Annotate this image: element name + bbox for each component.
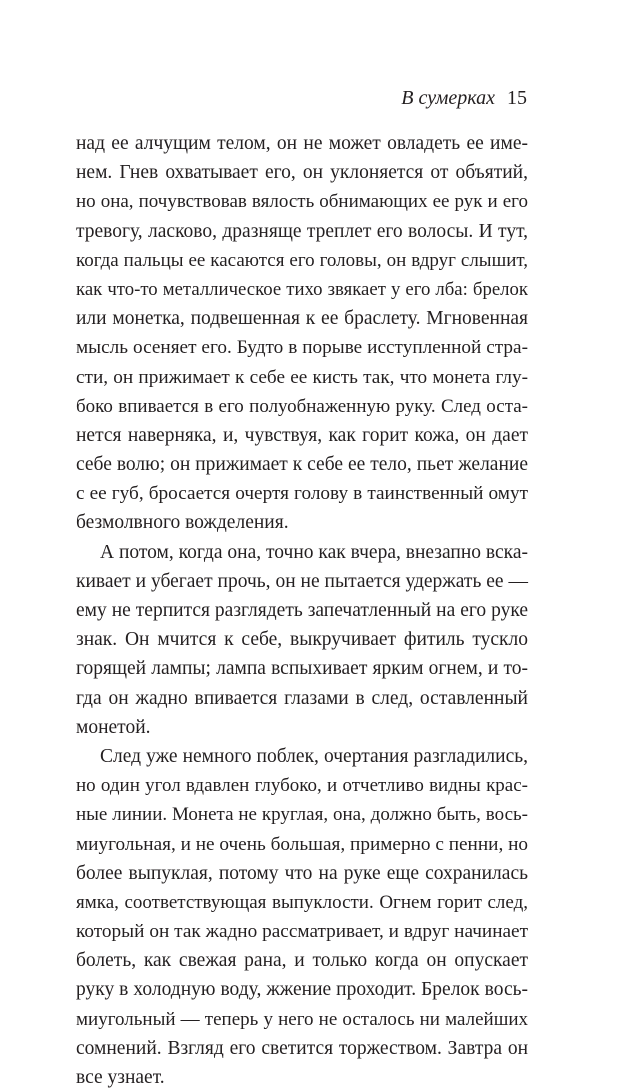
text-line: мысль осеняет его. Будто в порыве исступленной стра- [76,337,528,359]
paragraph [76,129,528,538]
text-line: монетой. [76,716,151,738]
text-line: безмолвного вожделения. [76,512,289,534]
text-line: ему не терпится разглядеть запечатленный на его руке [76,600,528,621]
text-line: боко впивается в его полуобнаженную руку. След оста- [76,395,528,417]
text-line: или монетка, подвешенная к ее браслету. Мгновенная [76,308,528,330]
text-line: нем. Гнев охватывает его, он уклоняется от объятий, [76,162,528,184]
paragraph [76,538,528,742]
text-line: А потом, когда она, точно как вчера, внезапно вска- [100,541,528,563]
text-line: ные линии. Монета не круглая, она, должно быть, вось- [76,804,528,826]
text-line: кивает и убегает прочь, он не пытается удержать ее — [76,570,528,592]
text-line: все узнает. [76,1067,165,1088]
text-line: сти, он прижимает к себе ее кисть так, что монета глу- [76,366,528,388]
text-line: знак. Он мчится к себе, выкручивает фитиль тускло [76,629,528,651]
running-head [401,86,527,110]
text-line: более выпуклая, потому что на руке еще сохранилась [76,862,528,884]
paragraph [76,742,528,1092]
text-line: тревогу, ласково, дразняще треплет его волосы. И тут, [76,220,528,242]
text-line: миугольная, и не очень большая, примерно с пенни, но [76,833,528,855]
text-line: След уже немного поблек, очертания разгладились, [100,745,528,767]
text-line: миугольный — теперь у него не осталось ни малейших [76,1008,528,1030]
text-line: как что-то металлическое тихо звякает у его лба: брелок [76,278,528,300]
text-line: над ее алчущим телом, он не может овладеть ее име- [76,133,528,154]
text-line: когда пальцы ее касаются его головы, он вдруг слышит, [76,249,528,271]
text-line: гда он жадно впивается глазами в след, оставленный [76,687,528,709]
text-line: горящей лампы; лампа вспыхивает ярким огнем, и то- [76,658,528,680]
body-text [76,129,528,1092]
page-number: 15 [507,87,527,109]
text-line: ямка, соответствующая выпуклости. Огнем горит след, [76,891,528,913]
text-line: себе волю; он прижимает к себе ее тело, пьет желание [76,454,528,476]
text-line: но она, почувствовав вялость обнимающих ее рук и его [76,191,528,213]
text-line: нется наверняка, и, чувствуя, как горит кожа, он дает [76,424,528,446]
running-head-title: В сумерках [401,87,495,109]
text-line: болеть, как свежая рана, и только когда он опускает [76,950,528,972]
text-line: руку в холодную воду, жжение проходит. Брелок вось- [76,979,528,1001]
text-line: сомнений. Взгляд его светится торжеством. Завтра он [76,1037,528,1059]
text-line: с ее губ, бросается очертя голову в таинственный омут [76,483,528,505]
text-line: который он так жадно рассматривает, и вдруг начинает [76,921,528,943]
text-line: но один угол вдавлен глубоко, и отчетливо видны крас- [76,775,528,797]
